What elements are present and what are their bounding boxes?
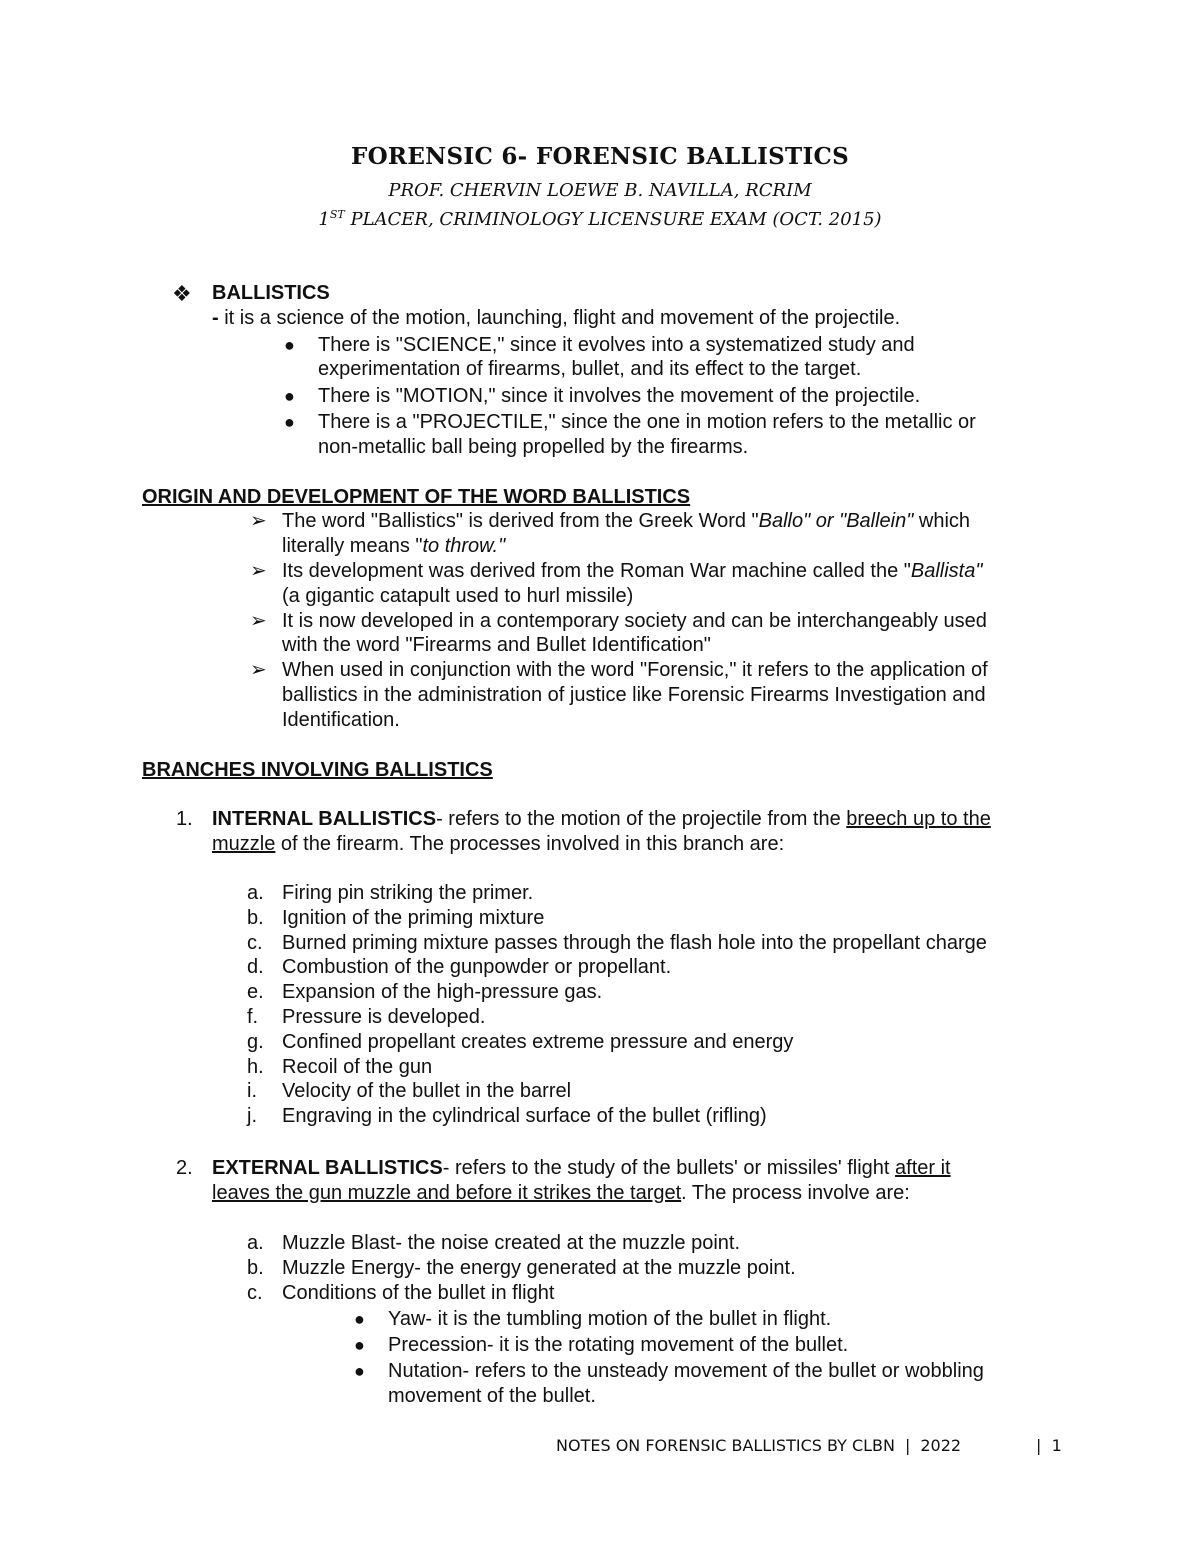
origin-italic: Ballista"	[910, 560, 983, 582]
external-ballistics-cont	[212, 1181, 910, 1206]
ballistics-point: There is "SCIENCE," since it evolves into a systematized study and	[318, 334, 915, 356]
credential-number: 1	[318, 209, 330, 230]
list-letter: c.	[247, 1281, 263, 1304]
credential-superscript: ST	[329, 208, 345, 221]
list-item: Burned priming mixture passes through the flash hole into the propellant charge	[282, 931, 987, 954]
list-letter: a.	[247, 882, 264, 904]
list-number: 1.	[176, 808, 193, 830]
list-item: Combustion of the gunpowder or propellant.	[282, 956, 672, 979]
page-footer	[556, 1433, 1062, 1458]
list-item: Velocity of the bullet in the barrel	[282, 1080, 572, 1103]
flight-condition: Precession- it is the rotating movement of the bullet.	[388, 1334, 849, 1356]
ballistics-heading: BALLISTICS	[212, 282, 330, 304]
page-number	[1036, 1433, 1062, 1458]
origin-item-cont: Identification.	[282, 709, 400, 731]
internal-ballistics-cont	[212, 832, 784, 857]
list-letter: i.	[247, 1080, 257, 1103]
external-desc: . The process involve are:	[681, 1182, 910, 1204]
list-item: Firing pin striking the primer.	[282, 882, 534, 904]
list-item: Expansion of the high-pressure gas.	[282, 981, 603, 1004]
external-desc-underlined: after it	[895, 1157, 951, 1179]
footer-year: 2022	[920, 1436, 962, 1455]
origin-italic: to throw."	[422, 535, 506, 557]
origin-item-cont	[282, 534, 505, 559]
origin-item-cont: with the word "Firearms and Bullet Identification"	[282, 634, 711, 656]
origin-italic: Ballo" or "Ballein"	[758, 510, 914, 532]
list-letter: a.	[247, 1232, 264, 1254]
branches-heading: BRANCHES INVOLVING BALLISTICS	[142, 759, 493, 781]
list-letter: g.	[247, 1030, 264, 1053]
origin-item: When used in conjunction with the word "Forensic," it refers to the application of	[282, 659, 988, 681]
document-title: FORENSIC 6- FORENSIC BALLISTICS	[350, 143, 850, 170]
credential-text: PLACER, CRIMINOLOGY LICENSURE EXAM (OCT. 2015)	[344, 209, 882, 230]
origin-item	[282, 559, 982, 584]
flight-condition: Yaw- it is the tumbling motion of the bullet in flight.	[388, 1308, 832, 1330]
origin-item-cont: (a gigantic catapult used to hurl missile)	[282, 585, 634, 607]
diamond-bullet-icon: ❖	[172, 281, 192, 306]
ballistics-point-cont: non-metallic ball being propelled by the firearms.	[318, 436, 749, 458]
definition-dash: -	[212, 307, 219, 329]
list-letter: h.	[247, 1055, 264, 1078]
flight-condition-cont: movement of the bullet.	[388, 1385, 596, 1407]
external-desc-underlined: leaves the gun muzzle and before it strikes the target	[212, 1182, 682, 1204]
list-item: Recoil of the gun	[282, 1055, 433, 1078]
list-item: Ignition of the priming mixture	[282, 906, 545, 929]
list-letter: d.	[247, 956, 264, 979]
bullet-dot-icon: ●	[354, 1309, 365, 1329]
list-item: Pressure is developed.	[282, 1006, 486, 1028]
internal-desc: - refers to the motion of the projectile from the	[436, 808, 847, 830]
internal-ballistics-term: INTERNAL BALLISTICS	[212, 808, 437, 830]
origin-item	[282, 509, 970, 534]
internal-desc-underlined: breech up to the	[846, 808, 991, 830]
internal-desc-underlined: muzzle	[212, 833, 276, 855]
arrow-bullet-icon: ➢	[250, 610, 267, 632]
origin-text: The word "Ballistics" is derived from the Greek Word "	[282, 510, 759, 532]
internal-ballistics-item	[212, 807, 991, 832]
external-desc: - refers to the study of the bullets' or missiles' flight	[442, 1157, 896, 1179]
origin-text: literally means "	[282, 535, 423, 557]
page-number-value: 1	[1051, 1436, 1062, 1455]
author-line: PROF. CHERVIN LOEWE B. NAVILLA, RCRIM	[388, 180, 812, 201]
bullet-dot-icon: ●	[284, 412, 295, 432]
ballistics-point: There is "MOTION," since it involves the movement of the projectile.	[318, 385, 921, 407]
list-letter: e.	[247, 981, 264, 1004]
list-letter: j.	[247, 1105, 257, 1128]
ballistics-point-cont: experimentation of firearms, bullet, and its effect to the target.	[318, 358, 862, 380]
external-ballistics-term: EXTERNAL BALLISTICS	[212, 1157, 443, 1179]
list-item: Engraving in the cylindrical surface of the bullet (rifling)	[282, 1105, 767, 1128]
origin-text: Its development was derived from the Roman War machine called the "	[282, 560, 911, 582]
flight-condition: Nutation- refers to the unsteady movement of the bullet or wobbling	[388, 1360, 984, 1382]
footer-separator: |	[904, 1436, 911, 1455]
origin-text: which	[913, 510, 971, 532]
bullet-dot-icon: ●	[284, 335, 295, 355]
ballistics-definition	[212, 306, 900, 331]
origin-item-cont: ballistics in the administration of justice like Forensic Firearms Investigation and	[282, 684, 986, 706]
list-letter: f.	[247, 1006, 259, 1028]
list-item: Confined propellant creates extreme pressure and energy	[282, 1030, 794, 1053]
bullet-dot-icon: ●	[354, 1361, 365, 1381]
bullet-dot-icon: ●	[354, 1335, 365, 1355]
list-item: Conditions of the bullet in flight	[282, 1281, 555, 1304]
internal-desc: of the firearm. The processes involved in this branch are:	[275, 833, 785, 855]
definition-text: it is a science of the motion, launching, flight and movement of the projectile.	[218, 307, 901, 329]
author-credential	[0, 207, 1200, 232]
arrow-bullet-icon: ➢	[250, 510, 267, 532]
list-letter: b.	[247, 906, 264, 929]
origin-heading: ORIGIN AND DEVELOPMENT OF THE WORD BALLISTICS	[142, 486, 691, 508]
list-letter: c.	[247, 931, 263, 954]
list-item: Muzzle Blast- the noise created at the muzzle point.	[282, 1232, 741, 1254]
footer-text: NOTES ON FORENSIC BALLISTICS BY CLBN	[556, 1436, 895, 1455]
ballistics-point: There is a "PROJECTILE," since the one in motion refers to the metallic or	[318, 411, 976, 433]
arrow-bullet-icon: ➢	[250, 659, 267, 681]
list-item: Muzzle Energy- the energy generated at the muzzle point.	[282, 1256, 796, 1279]
list-letter: b.	[247, 1256, 264, 1279]
bullet-dot-icon: ●	[284, 386, 295, 406]
external-ballistics-item	[212, 1156, 951, 1181]
footer-separator: |	[1036, 1436, 1042, 1455]
list-number: 2.	[176, 1157, 193, 1179]
arrow-bullet-icon: ➢	[250, 560, 267, 582]
origin-item: It is now developed in a contemporary society and can be interchangeably used	[282, 610, 987, 632]
